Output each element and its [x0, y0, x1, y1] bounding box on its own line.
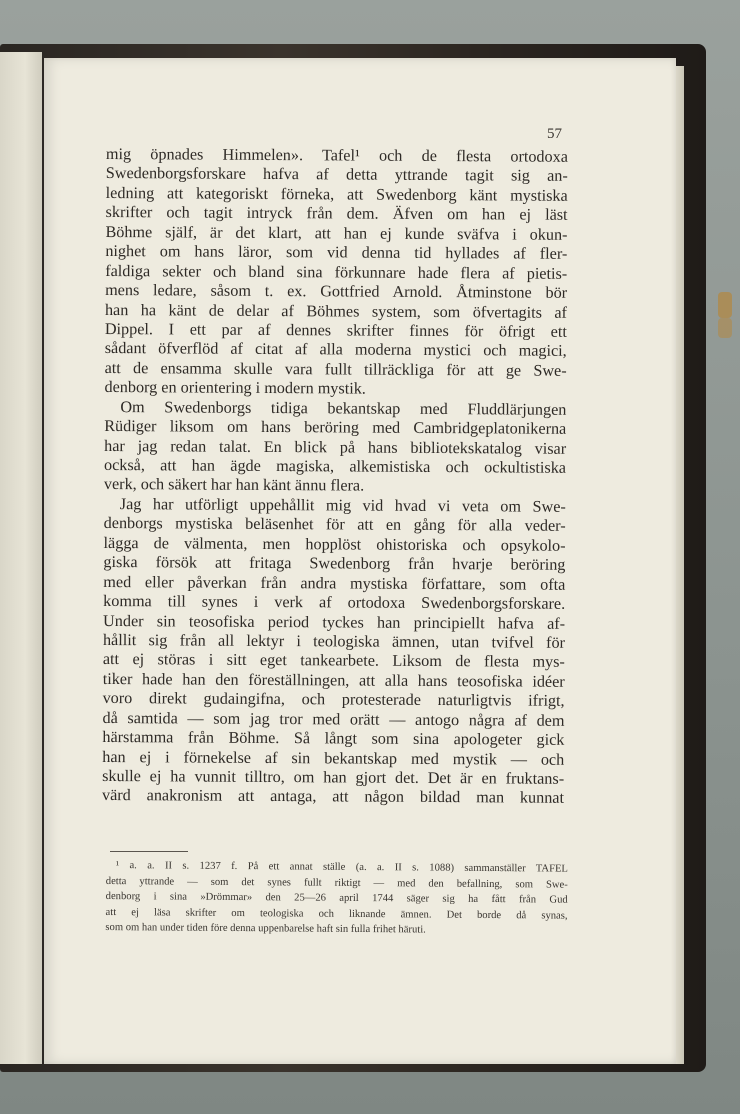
facing-page	[0, 52, 42, 1064]
text-line: denborg en orientering i modern mystik.	[104, 378, 366, 398]
text-line: mig öpnades Himmelen». Tafel¹ och de flesta ortodoxa	[105, 145, 568, 166]
text-line: han ej i förnekelse af sin bekantskap med mystik — och	[102, 747, 565, 769]
text-line: lägga de välmenta, men hopplöst ohistoriska och opsykolo-	[103, 533, 566, 555]
text-line: Rüdiger liksom om hans beröring med Cambridgeplatonikerna	[104, 417, 567, 438]
text-line: värd anakronism att antaga, att någon bildad man kunnat	[101, 786, 565, 808]
text-line: att ej störas i sitt eget tankearbete. Liksom de flesta mys-	[102, 650, 565, 672]
text-line: giska försök att fritaga Swedenborg från hvarje beröring	[103, 553, 566, 575]
footnote	[105, 858, 568, 940]
text-line: ledning att kategoriskt förneka, att Swedenborg känt mystiska	[105, 183, 568, 205]
body-text	[102, 145, 568, 809]
text-line: härstamma från Böhme. Så långt som sina apologeter gick	[102, 728, 565, 749]
footnote-line: detta yttrande — som det synes fullt riktigt — med den befallning, som Swe-	[105, 875, 568, 891]
text-line: faldiga sekter och bland sina förkunnare hade flera af pietis-	[105, 261, 568, 283]
text-line: tiker hade han den föreställningen, att alla hans teosofiska idéer	[102, 669, 565, 691]
text-line: Böhme själf, är det klart, att han ej kunde sväfva i okun-	[105, 222, 568, 244]
text-line: denborgs mystiska beläsenhet för att en gång för alla veder-	[103, 514, 566, 536]
text-line: då samtida — som jag tror med orätt — antogo några af dem	[102, 708, 565, 730]
text-line: nighet om hans läror, som vid denna tid hyllades af fler-	[105, 242, 568, 264]
text-line: verk, och säkert har han känt ännu flera.	[103, 475, 365, 496]
footnote-line: denborg i sina »Drömmar» den 25—26 april 1744 säger sig ha fått från Gud	[105, 891, 568, 906]
text-line: han ha känt de delar af Böhmes system, som öfvertagits af	[104, 300, 568, 322]
footnote-line: ¹ a. a. II s. 1237 f. På ett annat ställe (a. a. II s. 1088) sammanställer TAFEL	[115, 860, 568, 875]
footnote-line: att ej läsa skrifter om teologiska och liknande ämnen. Det borde då synas,	[105, 906, 568, 922]
text-line: också, att han ägde magiska, alkemistiska och ockultistiska	[103, 455, 567, 477]
text-line: mens ledare, såsom t. ex. Gottfried Arnold. Åtminstone bör	[105, 281, 568, 302]
text-line: skulle ej ha vunnit tilltro, om han gjort det. Det är en fruktans-	[102, 766, 565, 788]
text-line: att de ensamma skulle vara fullt tillräckliga för att ge Swe-	[104, 358, 567, 380]
text-line: Jag har utförligt uppehållit mig vid hvad vi veta om Swe-	[119, 494, 566, 516]
text-line: Under sin teosofiska period tyckes han principiellt hafva af-	[103, 611, 566, 633]
page-edge	[676, 66, 684, 1064]
footnote-rule	[110, 851, 188, 852]
text-line: voro direkt gudaingifna, och protesterade naturligtvis ifrigt,	[102, 689, 565, 711]
text-line: Om Swedenborgs tidiga bekantskap med Fluddlärjungen	[120, 397, 567, 419]
text-line: hållit sig från all lektyr i teologiska ämnen, utan tvifvel för	[102, 630, 566, 652]
text-line: Dippel. I ett par af dennes skrifter finnes för öfrigt ett	[104, 319, 567, 341]
cover-wear-spot	[718, 292, 732, 318]
cover-wear-spot	[718, 318, 732, 338]
text-line: Swedenborgsforskare hafva af detta yttrande tagit sig an-	[105, 164, 568, 186]
text-line: har jag redan talat. En blick på hans bibliotekskatalog visar	[104, 436, 567, 458]
page-number: 57	[547, 126, 562, 142]
text-line: sådant öfverflöd af citat af alla moderna mystici och magici,	[104, 339, 567, 361]
text-line: med eller påverkan från andra mystiska författare, som ofta	[103, 572, 566, 594]
footnote-line: som om han under tiden före denna uppenbarelse haft sin fulla frihet häruti.	[105, 922, 426, 936]
text-line: komma till synes i verk af ortodoxa Swedenborgsforskare.	[103, 592, 566, 613]
text-line: skrifter och tagit intryck från dem. Äfven om han ej läst	[105, 203, 568, 225]
